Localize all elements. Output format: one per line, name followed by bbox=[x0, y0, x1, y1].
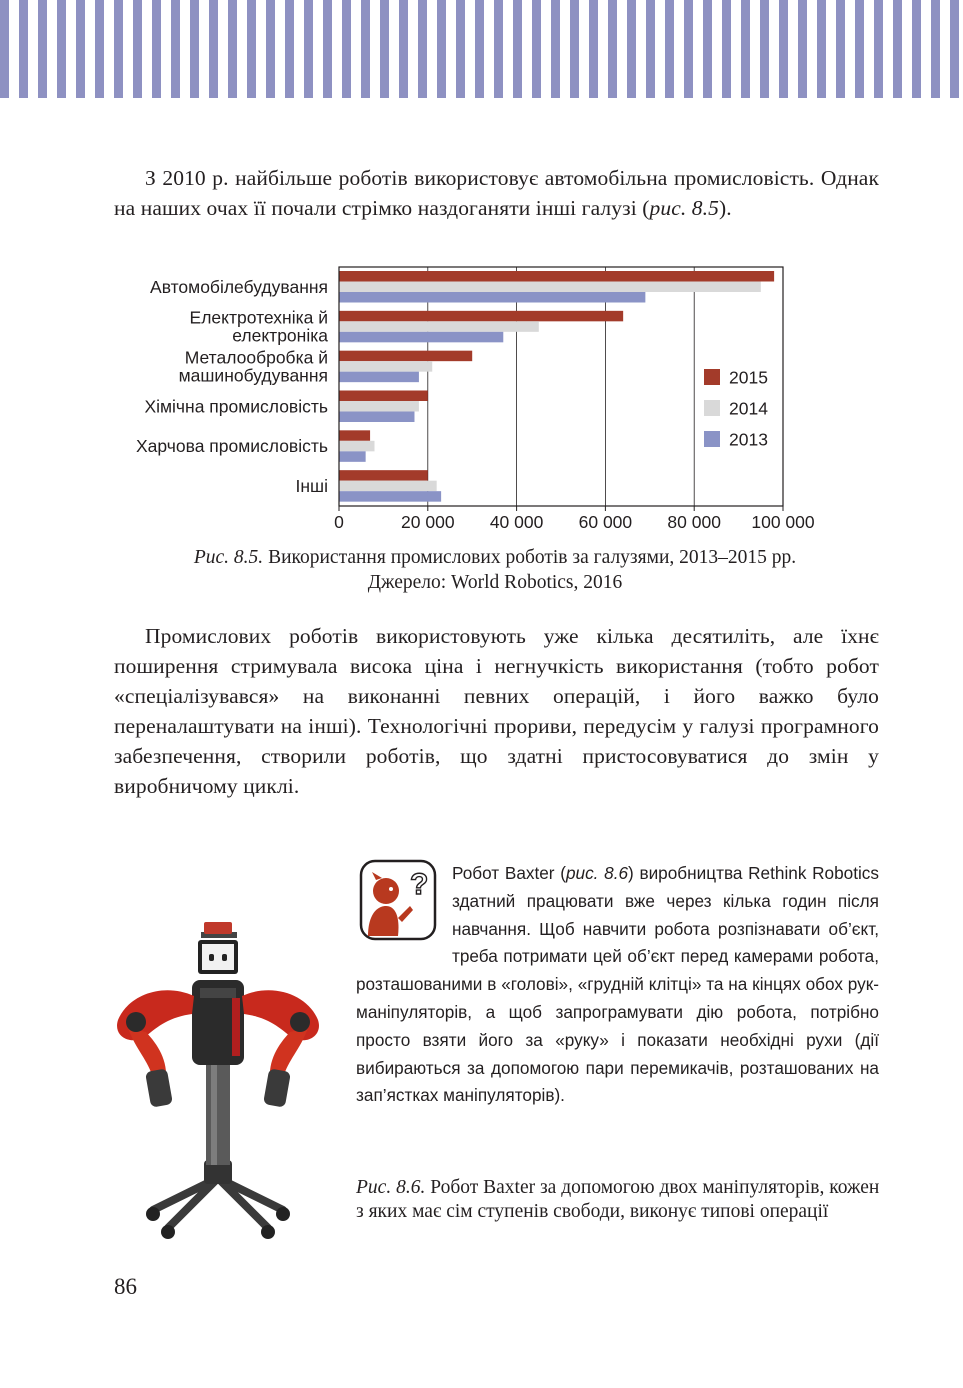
figure-reference: рис. 8.5 bbox=[649, 196, 719, 220]
figure-reference: рис. 8.6 bbox=[565, 863, 629, 883]
curious-person-icon bbox=[358, 858, 438, 944]
legend-swatch-2015 bbox=[704, 369, 720, 385]
bar-2013 bbox=[339, 412, 414, 423]
bar-2013 bbox=[339, 451, 366, 462]
bar-2014 bbox=[339, 481, 437, 492]
svg-text:?: ? bbox=[410, 868, 429, 901]
bar-2013 bbox=[339, 372, 419, 383]
bar-2015 bbox=[339, 470, 428, 481]
category-label: Електротехніка й bbox=[189, 307, 328, 328]
industry-robots-bar-chart bbox=[100, 255, 820, 537]
baxter-robot-photo bbox=[108, 910, 328, 1250]
x-tick-label: 40 000 bbox=[489, 512, 544, 532]
bar-2015 bbox=[339, 351, 472, 362]
body-paragraph: Промислових роботів використовують уже кілька десятиліть, але їхнє поширення стримувала висока ціна і негнучкість використання (тобто робот «спеціалізувався» на виконанні певних операцій, і його важко було переналаштувати на інші). Технологічні прориви, передусім у галузі програмного забезпечення, створили роботів, що здатні пристосовуватися до змін у виробничому циклі. bbox=[114, 624, 879, 798]
baxter-info-box: ? Робот Baxter (рис. 8.6) виробництва Rethink Robotics здатний працювати вже через кілька годин після навчання. Щоб навчити робота розпізнавати об’єкт, треба потримати цей об’єкт перед камерами робота, розташованими в «голові», «грудній клітці» та на кінцях обох рук-маніпуляторів, а щоб запрограмувати дію робота, потрібно просто взяти його за «руку» і показати необхідні рухи (дії вибираються за допомогою пари перемикачів, розташованих на зап’ястках маніпуляторів). bbox=[356, 860, 879, 1110]
category-label: Автомобілебудування bbox=[150, 276, 328, 297]
chart-bars bbox=[339, 271, 774, 502]
chart-tick-labels bbox=[334, 512, 815, 532]
bar-2014 bbox=[339, 282, 761, 293]
figure-8-5-caption: Рис. 8.5. Використання промислових роботів за галузями, 2013–2015 рр. bbox=[193, 547, 797, 568]
category-label: машинобудування bbox=[178, 365, 328, 386]
decorative-stripes-header bbox=[0, 0, 963, 98]
x-tick-label: 20 000 bbox=[401, 512, 455, 532]
bar-2015 bbox=[339, 271, 774, 282]
legend-swatch-2013 bbox=[704, 431, 720, 447]
x-tick-label: 0 bbox=[334, 512, 344, 532]
chart-category-labels bbox=[136, 277, 328, 496]
bar-2014 bbox=[339, 401, 419, 412]
bar-2015 bbox=[339, 430, 370, 441]
x-tick-label: 100 000 bbox=[751, 512, 815, 532]
bar-2014 bbox=[339, 321, 539, 332]
legend-label: 2015 bbox=[729, 367, 768, 388]
bar-2015 bbox=[339, 311, 623, 321]
bar-2015 bbox=[339, 391, 428, 402]
bar-2013 bbox=[339, 332, 503, 343]
x-tick-label: 80 000 bbox=[667, 512, 721, 532]
bar-2014 bbox=[339, 361, 432, 372]
legend-label: 2014 bbox=[729, 398, 768, 419]
figure-8-6-caption: Рис. 8.6. Робот Baxter за допомогою двох маніпуляторів, кожен з яких має сім ступенів свободи, виконує типові операції bbox=[356, 1177, 880, 1222]
chart-legend bbox=[704, 368, 768, 450]
page-number: 86 bbox=[114, 1274, 137, 1299]
category-label: Харчова промисловість bbox=[135, 436, 328, 457]
intro-paragraph: З 2010 р. найбільше роботів використовує автомобільна промисловість. Однак на наших очах її почали стрімко наздоганяти інші галузі (рис. 8.5). bbox=[114, 166, 879, 220]
figure-8-5-source: Джерело: World Robotics, 2016 bbox=[367, 572, 623, 593]
category-label: Інші bbox=[295, 475, 328, 496]
x-tick-label: 60 000 bbox=[578, 512, 633, 532]
legend-swatch-2014 bbox=[704, 400, 720, 416]
bar-2014 bbox=[339, 441, 375, 452]
category-label: Хімічна промисловість bbox=[144, 396, 328, 417]
bar-2013 bbox=[339, 292, 645, 303]
chart-plot-frame bbox=[339, 267, 783, 506]
legend-label: 2013 bbox=[729, 429, 768, 450]
category-label: Металообробка й bbox=[184, 347, 328, 368]
category-label: електроніка bbox=[232, 325, 328, 346]
bar-2013 bbox=[339, 491, 441, 502]
